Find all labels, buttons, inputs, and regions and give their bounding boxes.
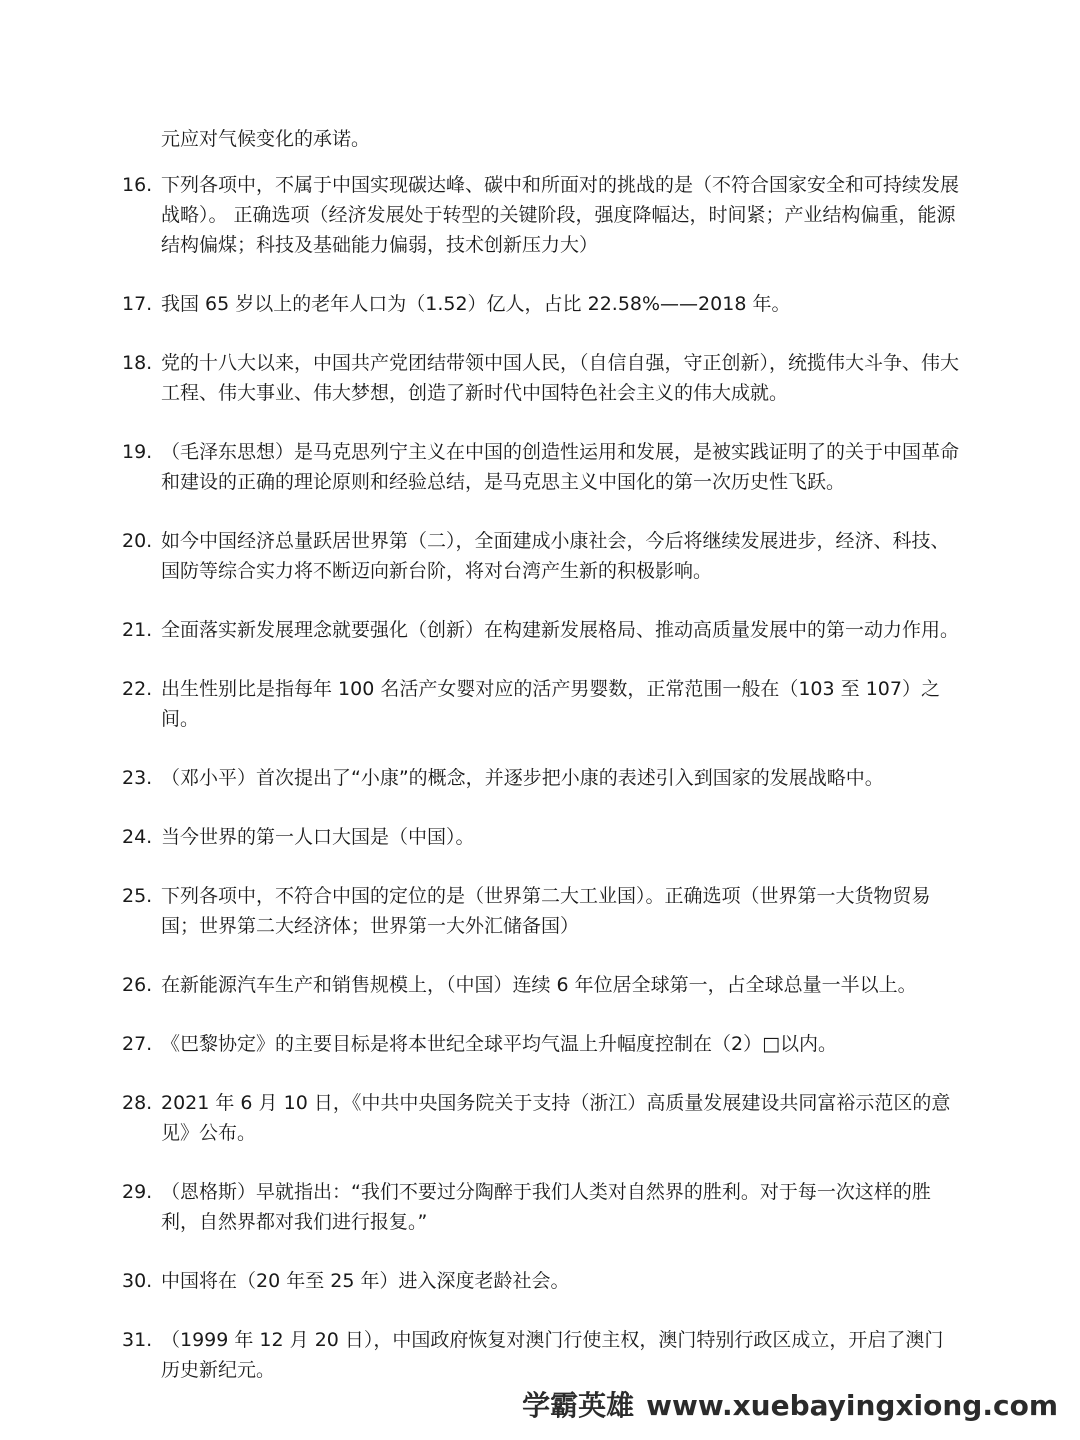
item-text: 出生性别比是指每年 100 名活产女婴对应的活产男婴数，正常范围一般在（103 至 107）之间。 [161,678,940,730]
list-item [0,289,961,319]
list-item [0,526,961,586]
list-item [0,1088,961,1148]
list-item [0,822,961,852]
item-number: 20. [122,530,153,552]
item-number: 24. [122,826,153,848]
item-number: 19. [122,441,153,463]
item-text: 2021 年 6 月 10 日，《中共中央国务院关于支持（浙江）高质量发展建设共同富裕示范区的意见》公布。 [161,1092,951,1144]
item-number: 22. [122,678,153,700]
watermark [522,1384,1058,1424]
item-number: 31. [122,1329,153,1351]
list-item [0,970,961,1000]
item-number: 21. [122,619,153,641]
list-item [0,437,961,497]
watermark-url: www.xuebayingxiong.com [646,1389,1058,1422]
list-item [0,1266,961,1296]
item-number: 18. [122,352,153,374]
item-text: 当今世界的第一人口大国是（中国）。 [161,826,475,848]
list-item [0,1029,961,1059]
item-text: 中国将在（20 年至 25 年）进入深度老龄社会。 [161,1270,570,1292]
item-text: （毛泽东思想）是马克思列宁主义在中国的创造性运用和发展，是被实践证明了的关于中国革命和建设的正确的理论原则和经验总结，是马克思主义中国化的第一次历史性飞跃。 [161,441,960,493]
item-text: 全面落实新发展理念就要强化（创新）在构建新发展格局、推动高质量发展中的第一动力作用。 [161,619,960,641]
item-number: 23. [122,767,153,789]
item-number: 28. [122,1092,153,1114]
item-number: 26. [122,974,153,996]
item-text: 下列各项中，不属于中国实现碳达峰、碳中和所面对的挑战的是（不符合国家安全和可持续发展战略）。 正确选项（经济发展处于转型的关键阶段，强度降幅达，时间紧；产业结构偏重，能源结构偏煤；科技及基础能力偏弱，技术创新压力大） [161,174,960,256]
list-item [0,674,961,734]
item-text: 党的十八大以来，中国共产党团结带领中国人民，（自信自强，守正创新），统揽伟大斗争、伟大工程、伟大事业、伟大梦想，创造了新时代中国特色社会主义的伟大成就。 [161,352,960,404]
item-number: 17. [122,293,153,315]
item-number: 27. [122,1033,153,1055]
item-number: 25. [122,885,153,907]
list-item [0,1325,961,1385]
continuation-text: 元应对气候变化的承诺。 [161,128,371,150]
list-item [0,170,961,260]
item-text: 我国 65 岁以上的老年人口为（1.52）亿人，占比 22.58%——2018 年。 [161,293,791,315]
item-text: 如今中国经济总量跃居世界第（二），全面建成小康社会，今后将继续发展进步，经济、科技、国防等综合实力将不断迈向新台阶，将对台湾产生新的积极影响。 [161,530,950,582]
list-item [0,1177,961,1237]
list-item [0,348,961,408]
item-text: 下列各项中，不符合中国的定位的是（世界第二大工业国）。正确选项（世界第一大货物贸易国；世界第二大经济体；世界第一大外汇储备国） [161,885,931,937]
item-text: 《巴黎协定》的主要目标是将本世纪全球平均气温上升幅度控制在（2）□以内。 [161,1033,838,1055]
question-list [0,170,1080,1414]
list-item [0,763,961,793]
watermark-brand: 学霸英雄 [522,1389,635,1422]
item-number: 16. [122,174,153,196]
item-text: （邓小平）首次提出了“小康”的概念，并逐步把小康的表述引入到国家的发展战略中。 [161,767,884,789]
item-text: 在新能源汽车生产和销售规模上，（中国）连续 6 年位居全球第一，占全球总量一半以上。 [161,974,917,996]
item-text: （恩格斯）早就指出：“我们不要过分陶醉于我们人类对自然界的胜利。对于每一次这样的胜利，自然界都对我们进行报复。” [161,1181,931,1233]
list-item [0,615,961,645]
item-number: 29. [122,1181,153,1203]
list-item [0,881,961,941]
item-text: （1999 年 12 月 20 日），中国政府恢复对澳门行使主权，澳门特别行政区成立，开启了澳门历史新纪元。 [161,1329,944,1381]
item-number: 30. [122,1270,153,1292]
